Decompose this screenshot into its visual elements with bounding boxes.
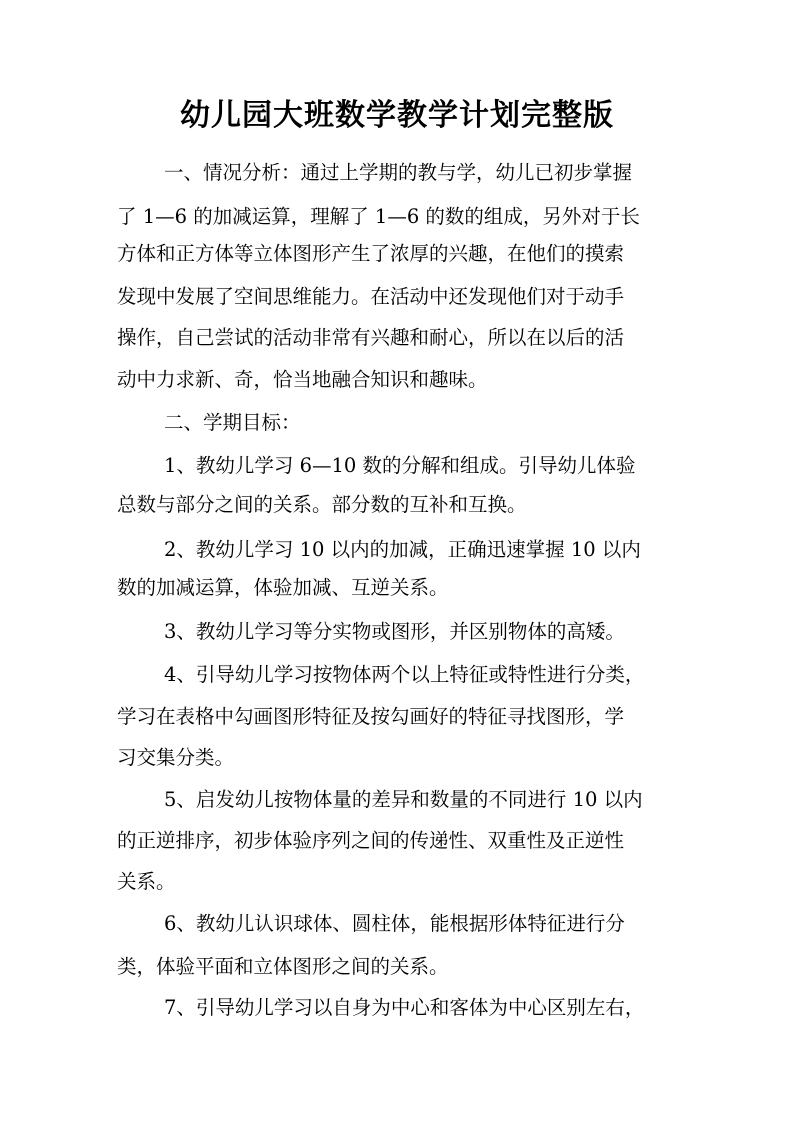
paragraph-line: 方体和正方体等立体图形产生了浓厚的兴趣，在他们的摸索 [117,242,625,265]
paragraph-line: 1、教幼儿学习 6—10 数的分解和组成。引导幼儿体验 [164,454,636,477]
paragraph-line: 总数与部分之间的关系。部分数的互补和互换。 [117,493,527,516]
section-heading: 二、学期目标： [164,411,301,434]
paragraph-line: 习交集分类。 [117,746,235,769]
paragraph-line: 6、教幼儿认识球体、圆柱体，能根据形体特征进行分 [164,912,625,935]
paragraph-line: 了 1—6 的加减运算，理解了 1—6 的数的组成，另外对于长 [117,205,640,228]
document-title: 幼儿园大班数学教学计划完整版 [180,98,614,133]
paragraph-line: 学习在表格中勾画图形特征及按勾画好的特征寻找图形，学 [117,705,625,728]
paragraph-line: 的正逆排序，初步体验序列之间的传递性、双重性及正逆性 [117,829,625,852]
paragraph-line: 操作，自己尝试的活动非常有兴趣和耐心，所以在以后的活 [117,326,625,349]
paragraph-line: 2、教幼儿学习 10 以内的加减，正确迅速掌握 10 以内 [164,538,641,561]
paragraph-line: 7、引导幼儿学习以自身为中心和客体为中心区别左右， [164,996,645,1019]
paragraph-line: 关系。 [117,870,176,893]
paragraph-line: 4、引导幼儿学习按物体两个以上特征或特性进行分类， [164,663,645,686]
paragraph-line: 类，体验平面和立体图形之间的关系。 [117,955,449,978]
paragraph-line: 5、启发幼儿按物体量的差异和数量的不同进行 10 以内 [164,788,643,811]
paragraph-line: 动中力求新、奇，恰当地融合知识和趣味。 [117,368,488,391]
paragraph-line: 发现中发展了空间思维能力。在活动中还发现他们对于动手 [117,285,625,308]
paragraph-line: 3、教幼儿学习等分实物或图形，并区别物体的高矮。 [164,620,625,643]
paragraph-line: 数的加减运算，体验加减、互逆关系。 [117,576,449,599]
paragraph-line: 一、情况分析：通过上学期的教与学，幼儿已初步掌握 [164,161,633,184]
